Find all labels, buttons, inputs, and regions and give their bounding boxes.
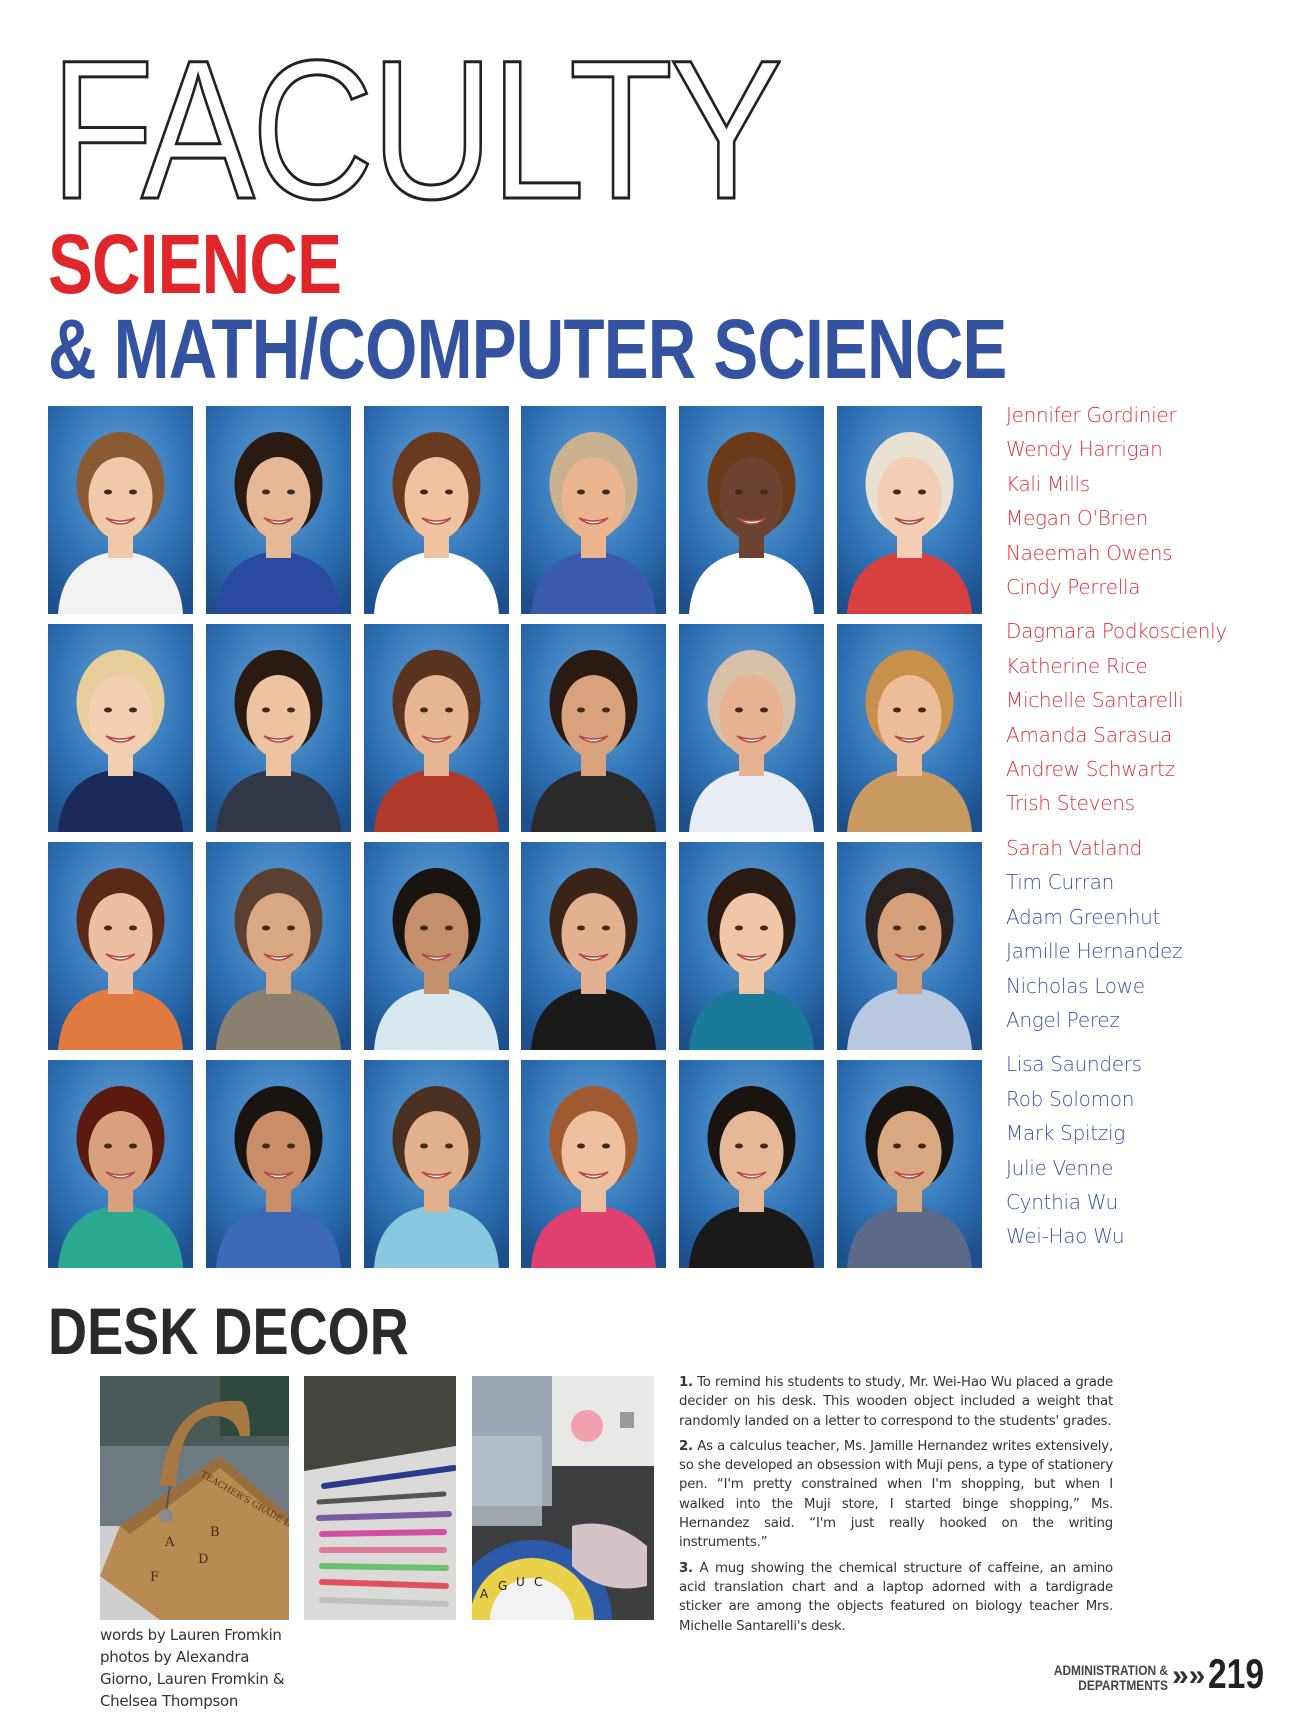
faculty-photo-grid xyxy=(48,406,982,1270)
faculty-portrait xyxy=(679,406,824,614)
faculty-name: Dagmara Podkoscienly xyxy=(1006,619,1227,644)
faculty-portrait xyxy=(48,624,193,832)
faculty-name: Andrew Schwartz xyxy=(1006,757,1175,782)
faculty-name: Megan O'Brien xyxy=(1006,506,1149,531)
faculty-name: Kali Mills xyxy=(1006,471,1090,496)
faculty-portrait xyxy=(48,1060,193,1268)
name-group xyxy=(1006,1047,1276,1253)
faculty-name: Adam Greenhut xyxy=(1006,904,1160,929)
faculty-portrait xyxy=(206,406,351,614)
chart-letter-c: C xyxy=(534,1575,543,1589)
faculty-portrait xyxy=(837,842,982,1050)
caption-2 xyxy=(679,1437,1113,1553)
footer-section-label xyxy=(1025,1663,1168,1693)
chart-letter-u: U xyxy=(516,1575,525,1589)
faculty-name: Wei-Hao Wu xyxy=(1006,1224,1125,1249)
faculty-portrait xyxy=(48,842,193,1050)
faculty-name: Jennifer Gordinier xyxy=(1006,403,1177,427)
faculty-portrait xyxy=(837,406,982,614)
faculty-name: Wendy Harrigan xyxy=(1006,437,1163,462)
caption-number: 1. xyxy=(679,1375,693,1390)
faculty-portrait xyxy=(679,1060,824,1268)
faculty-portrait xyxy=(521,624,666,832)
caption-3 xyxy=(679,1559,1113,1636)
faculty-portrait xyxy=(206,1060,351,1268)
faculty-name: Cynthia Wu xyxy=(1006,1189,1118,1214)
name-group xyxy=(1006,614,1276,820)
faculty-portrait xyxy=(837,624,982,832)
muji-pens-photo xyxy=(304,1376,456,1620)
faculty-name: Angel Perez xyxy=(1006,1007,1120,1032)
page-number: 219 xyxy=(1208,1650,1265,1697)
faculty-portrait xyxy=(837,1060,982,1268)
faculty-name: Tim Curran xyxy=(1006,870,1115,895)
faculty-name-list xyxy=(1006,398,1276,1264)
name-group xyxy=(1006,398,1276,604)
letter-d: D xyxy=(198,1552,209,1567)
letter-a: A xyxy=(165,1535,175,1550)
credits xyxy=(100,1624,300,1712)
faculty-name: Amanda Sarasua xyxy=(1006,722,1172,747)
footer-section-line2: DEPARTMENTS xyxy=(1078,1677,1168,1693)
grade-decider-photo xyxy=(100,1376,289,1620)
letter-b: B xyxy=(210,1525,220,1540)
faculty-name: Mark Spitzig xyxy=(1006,1121,1125,1146)
faculty-portrait xyxy=(206,624,351,832)
faculty-name: Michelle Santarelli xyxy=(1006,688,1184,713)
words-credit: words by Lauren Fromkin xyxy=(100,1626,282,1644)
biology-desk-photo xyxy=(472,1376,654,1620)
section-title-science: SCIENCE xyxy=(48,217,342,311)
caption-text: A mug showing the chemical structure of caffeine, an amino acid translation chart and a laptop adorned with a tardigrade sticker are among the objects featured on biology teacher Mrs. Michelle Santarelli's desk. xyxy=(679,1560,1113,1634)
letter-f: F xyxy=(150,1570,160,1585)
faculty-portrait xyxy=(679,842,824,1050)
name-group xyxy=(1006,831,1276,1037)
page-title: FACULTY xyxy=(50,19,780,240)
caption-number: 3. xyxy=(679,1560,693,1576)
chevron-right-icon: »» xyxy=(1172,1659,1206,1692)
faculty-name: Lisa Saunders xyxy=(1006,1052,1142,1077)
chart-letter-g: G xyxy=(498,1579,508,1593)
faculty-name: Trish Stevens xyxy=(1006,791,1135,816)
caption-text: As a calculus teacher, Ms. Jamille Hernandez writes extensively, so she developed an obsession with Muji pens, a type of stationery pen. “I'm pretty constrained when I'm shopping, but when I walked into the Muji store, I started binge shopping,” Ms. Hernandez said. “I'm just really hooked on the writing instruments.” xyxy=(679,1438,1113,1551)
desk-decor-captions xyxy=(679,1373,1113,1642)
section-title-math: & MATH/COMPUTER SCIENCE xyxy=(48,302,1007,396)
faculty-portrait xyxy=(364,624,509,832)
footer-section-line1: ADMINISTRATION & xyxy=(1053,1662,1168,1678)
faculty-name: Rob Solomon xyxy=(1006,1086,1135,1111)
faculty-name: Julie Venne xyxy=(1006,1155,1114,1180)
faculty-portrait xyxy=(206,842,351,1050)
chart-letter-a: A xyxy=(480,1587,489,1601)
faculty-portrait xyxy=(521,406,666,614)
faculty-name: Jamille Hernandez xyxy=(1006,939,1183,964)
caption-number: 2. xyxy=(679,1438,693,1454)
faculty-portrait xyxy=(364,406,509,614)
caption-1 xyxy=(679,1373,1113,1431)
caption-text: To remind his students to study, Mr. Wei-Hao Wu placed a grade decider on his desk. This wooden object included a weight that randomly landed on a letter to correspond to the students' grades. xyxy=(679,1375,1113,1429)
faculty-name: Cindy Perrella xyxy=(1006,575,1141,600)
faculty-name: Katherine Rice xyxy=(1006,653,1148,678)
faculty-portrait xyxy=(364,1060,509,1268)
faculty-name: Nicholas Lowe xyxy=(1006,973,1145,998)
faculty-portrait xyxy=(521,1060,666,1268)
faculty-portrait xyxy=(679,624,824,832)
faculty-name: Naeemah Owens xyxy=(1006,540,1173,565)
faculty-name: Sarah Vatland xyxy=(1006,835,1142,860)
desk-decor-title: DESK DECOR xyxy=(48,1294,409,1368)
faculty-portrait xyxy=(521,842,666,1050)
faculty-portrait xyxy=(48,406,193,614)
faculty-portrait xyxy=(364,842,509,1050)
photos-credit: photos by Alexandra Giorno, Lauren Fromkin & Chelsea Thompson xyxy=(100,1648,285,1710)
